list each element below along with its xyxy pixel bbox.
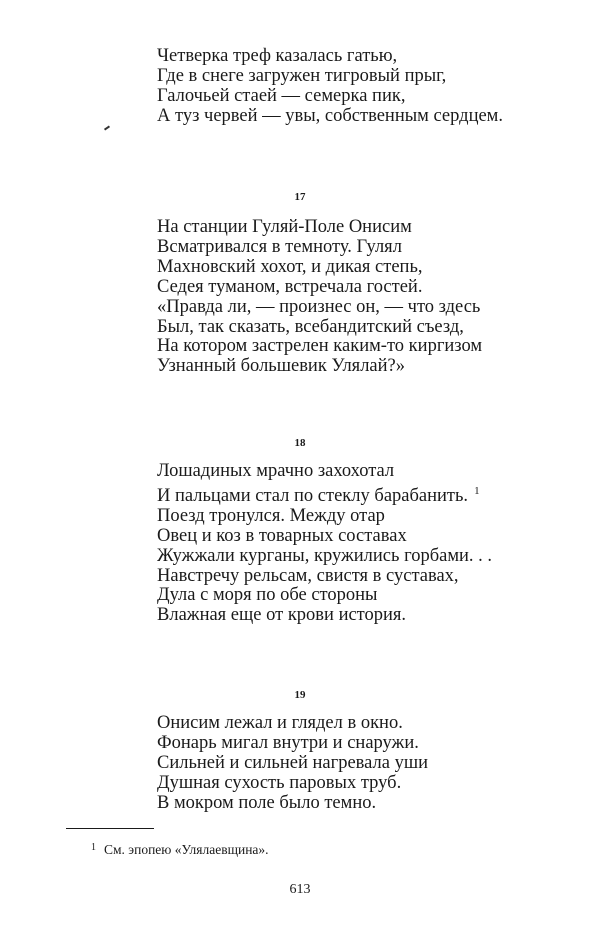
poem-line: Жужжали курганы, кружились горбами. . . bbox=[157, 545, 493, 566]
poem-line: Узнанный большевик Улялай?» bbox=[157, 356, 405, 377]
poem-line-text: И пальцами стал по стеклу барабанить. bbox=[157, 485, 469, 506]
stanza-continuation bbox=[157, 47, 503, 127]
poem-line: Овец и коз в товарных составах bbox=[157, 525, 407, 546]
poem-line: Седея туманом, встречала гостей. bbox=[157, 276, 423, 297]
stanza-17 bbox=[157, 218, 482, 377]
page-number: 613 bbox=[289, 882, 311, 897]
poem-line: Онисим лежал и глядел в окно. bbox=[157, 713, 403, 733]
poem-line: Всматривался в темноту. Гулял bbox=[157, 236, 402, 257]
poem-line: Фонарь мигал внутри и снаружи. bbox=[157, 732, 419, 753]
poem-line: Лошадиных мрачно захохотал bbox=[157, 461, 395, 481]
print-speck bbox=[104, 125, 110, 130]
footnote-text: См. эпопею «Улялаевщина». bbox=[104, 842, 269, 857]
poem-line: Влажная еще от крови история. bbox=[157, 605, 407, 626]
poem-line: Сильней и сильней нагревала уши bbox=[157, 752, 428, 773]
poem-line: Галочьей стаей — семерка пик, bbox=[157, 85, 406, 106]
stanza-number: 17 bbox=[294, 191, 306, 203]
poem-line: В мокром поле было темно. bbox=[157, 792, 377, 813]
stanza-number: 19 bbox=[294, 689, 306, 701]
footnote-mark: 1 bbox=[91, 842, 96, 853]
poem-line: Четверка треф казалась гатью, bbox=[157, 46, 398, 66]
stanza-19 bbox=[157, 714, 428, 814]
poem-line: Был, так сказать, всебандитский съезд, bbox=[157, 316, 464, 337]
poem-line: На станции Гуляй-Поле Онисим bbox=[157, 217, 412, 237]
poem-line: На котором застрелен каким-то киргизом bbox=[157, 336, 483, 357]
poem-line: Навстречу рельсам, свистя в суставах, bbox=[157, 565, 459, 586]
poem-line: Где в снеге загружен тигровый прыг, bbox=[157, 65, 447, 86]
footnote-rule bbox=[66, 828, 154, 829]
poem-line: Дула с моря по обе стороны bbox=[157, 585, 378, 606]
poem-line: Душная сухость паровых труб. bbox=[157, 772, 402, 793]
footnote bbox=[91, 840, 269, 858]
footnote-reference: 1 bbox=[474, 484, 480, 497]
poem-line: А туз червей — увы, собственным сердцем. bbox=[157, 105, 504, 126]
poem-line: Махновский хохот, и дикая степь, bbox=[157, 256, 423, 277]
poem-line: «Правда ли, — произнес он, — что здесь bbox=[157, 296, 481, 317]
stanza-18 bbox=[157, 462, 492, 626]
stanza-number: 18 bbox=[294, 437, 306, 449]
poem-line bbox=[157, 482, 492, 507]
poem-line: Поезд тронулся. Между отар bbox=[157, 505, 385, 526]
